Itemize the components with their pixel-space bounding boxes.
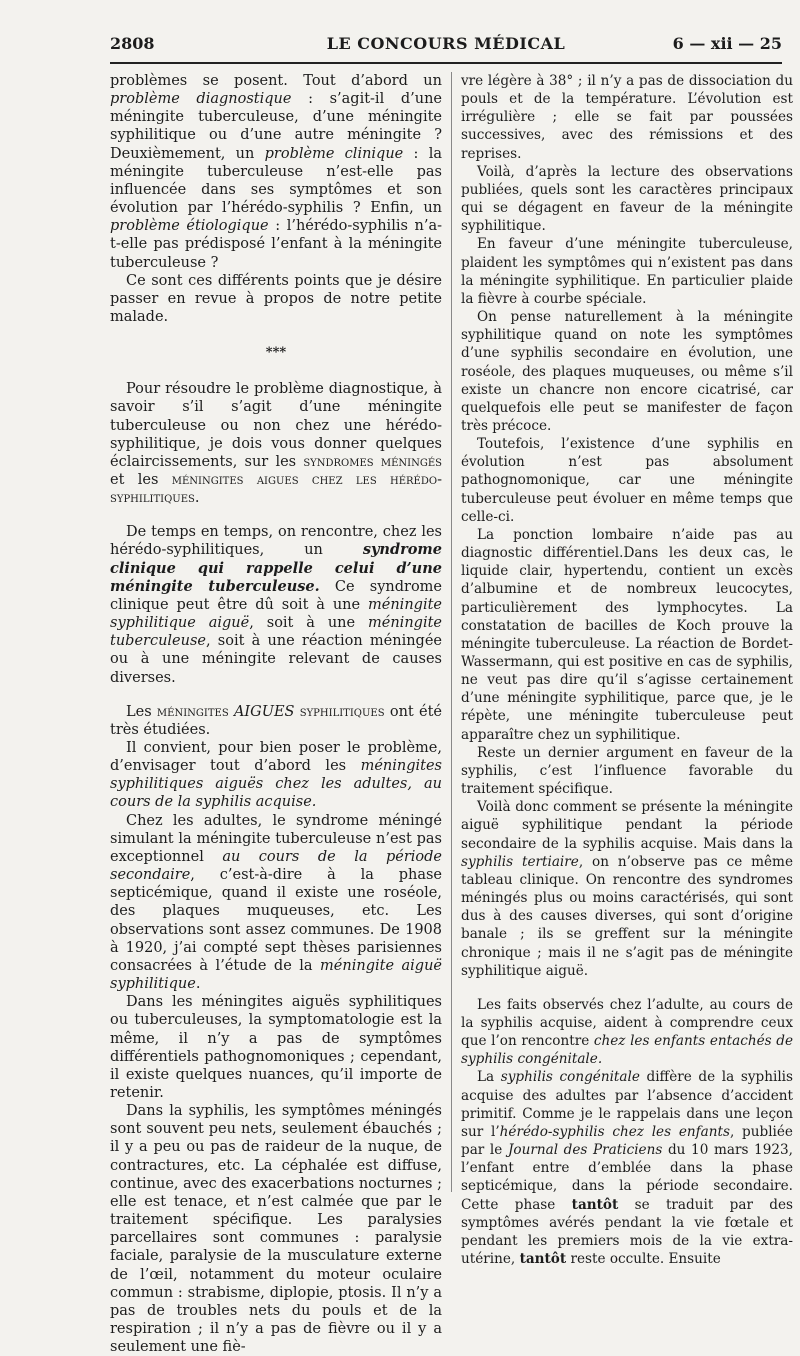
text-run: tantôt (519, 1251, 567, 1267)
text-run: syphilis tertiaire (461, 853, 579, 870)
text-run: La ponction lombaire n’aide pas au diagnostic différentiel.Dans les deux cas, le liquide clair, hypertendu, contient un excès d’albumine et de nombreux leucocytes, particulièrement des lymphocytes. La constatation de bacilles de Koch prouve la méningite tuberculeuse. La réaction de Bordet-Wassermann, qui est positive en cas de syphilis, ne veut pas dire qu’il s’agisse certainement d’une méningite syphilitique, parce que, je le répète, une méningite tuberculeuse peut apparaître chez un syphilitique. (461, 526, 793, 743)
text-run: ont été très étudiées. (110, 703, 442, 738)
paragraph (110, 272, 442, 326)
text-run: Chez les adultes, le syndrome méningé simulant la méningite tuberculeuse n’est pas exceptionnel (110, 812, 442, 865)
text-run: chez les enfants entachés de syphilis congénitale. (461, 1033, 793, 1068)
text-run: Toutefois, l’existence d’une syphilis en évolution n’est pas absolument pathognomonique, car une méningite tuberculeuse peut évoluer en même temps que celle-ci. (461, 436, 793, 525)
right-column (461, 72, 793, 1268)
issue-date: 6 — xii — 25 (672, 34, 782, 53)
paragraph (461, 235, 793, 308)
text-run: reste occulte. Ensuite (566, 1251, 721, 1267)
text-run: problème diagnostique (110, 91, 292, 108)
text-run: et les (110, 471, 172, 488)
text-run: : la méningite tuberculeuse n’est-elle pas influencée dans ses symptômes et son évolution par l’hérédo-syphilis ? Enfin, un (110, 145, 442, 217)
text-run: . (194, 490, 200, 507)
paragraph (461, 72, 793, 163)
paragraph (461, 1068, 793, 1268)
paragraph (461, 798, 793, 980)
text-run: Ce syndrome clinique peut être dû soit à une (110, 578, 443, 613)
text-run: hérédo-syphilis chez les enfants (499, 1123, 730, 1140)
left-column (110, 72, 442, 1356)
text-run: Voilà, d’après la lecture des observations publiées, quels sont les caractères principaux qui se dégagent en faveur de la méningite syphilitique. (461, 163, 793, 235)
paragraph (110, 812, 442, 994)
journal-title: LE CONCOURS MÉDICAL (326, 34, 566, 53)
paragraph (461, 526, 793, 744)
paragraph (461, 744, 793, 798)
paragraph (461, 163, 793, 236)
text-run: Reste un dernier argument en faveur de la syphilis, c’est l’influence favorable du traitement spécifique. (461, 744, 793, 798)
text-run: , on n’observe pas ce même tableau clinique. On rencontre des syndromes méningés plus ou moins caractérisés, qui sont dus à des causes diverses, qui sont d’origine banale ; ils se greffent sur la méningite chronique ; mais il ne s’agit pas de méningite syphilitique aiguë. (461, 853, 793, 979)
column-divider (451, 72, 452, 1192)
paragraph-gap (461, 980, 793, 996)
header-rule (110, 62, 782, 64)
text-run: méningite syphilitique aiguë (110, 596, 442, 632)
text-run: problèmes se posent. Tout d’abord un (110, 73, 442, 89)
text-run: méningite tuberculeuse (110, 615, 442, 650)
paragraph (110, 739, 442, 812)
text-run: Voilà donc comment se présente la méningite aiguë syphilitique pendant la période secondaire de la syphilis acquise. Mais dans la (461, 799, 793, 852)
text-run: On pense naturellement à la méningite syphilitique quand on note les symptômes d’une syphilis secondaire en évolution, une roséole, des plaques muqueuses, ou même s’il existe un chancre non encore cicatrisé, car quelquefois elle peut se manifester de façon très précoce. (461, 309, 793, 434)
text-run: tantôt (571, 1196, 619, 1213)
text-run: du 10 mars 1923, l’enfant entre d’emblée dans la phase septicémique, dans la période secondaire. Cette phase (461, 1142, 793, 1213)
text-run: diffère de la syphilis acquise des adultes par l’absence d’accident primitif. Comme je le rappelais dans une leçon sur l’ (461, 1069, 793, 1140)
text-run: syndrome clinique qui rappelle celui d’une méningite tuberculeuse. (110, 541, 442, 595)
text-run: vre légère à 38° ; il n’y a pas de dissociation du pouls et de la température. L’évolution est irrégulière ; elle se fait par poussées successives, avec des rémissions et des reprises. (461, 73, 793, 162)
text-run: Journal des Praticiens (507, 1142, 663, 1159)
paragraph (110, 523, 442, 686)
text-run: AIGUES (233, 703, 295, 720)
text-run: méningite aiguë syphilitique (110, 957, 442, 993)
text-run: De temps en temps, on rencontre, chez les hérédo-syphilitiques, un (110, 524, 442, 559)
text-run: syphilitiques (299, 703, 385, 720)
text-run: se traduit par des symptômes avérés pendant la vie fœtale et pendant les premiers mois de la vie extra-utérine, (461, 1196, 793, 1267)
text-run: Dans la syphilis, les symptômes méningés sont souvent peu nets, seulement ébauchés ; il y a peu ou pas de raideur de la nuque, de contractures, etc. La céphalée est diffuse, continue, avec des exacerbations nocturnes ; elle est tenace, et n’est calmée que par le traitement spécifique. Les paralysies parcellaires sont communes : paralysie faciale, paralysie de la musculature externe de l’œil, notamment du moteur oculaire commun : strabisme, diplopie, ptosis. Il n’y a pas de troubles nets du pouls et de la respiration ; il n’y a pas de fièvre ou il y a seulement une fiè- (110, 1103, 442, 1356)
text-run: Les (126, 703, 157, 720)
paragraph (461, 435, 793, 526)
text-run: : l’hérédo-syphilis n’a-t-elle pas prédisposé l’enfant à la méningite tuberculeuse ? (110, 218, 442, 271)
text-run: , soit à une (249, 615, 369, 632)
text-run: syndromes méningés (303, 453, 442, 470)
paragraph-gap (110, 507, 442, 523)
text-run: . (195, 976, 201, 993)
text-run: méningites syphilitiques aiguës chez les adultes, au cours de la syphilis acquise. (110, 758, 442, 811)
text-run: , soit à une réaction méningée ou à une méningite relevant de causes diverses. (110, 633, 442, 686)
text-run: , c’est-à-dire à la phase septicémique, quand il existe une roséole, des plaques muqueuses, etc. Les observations sont assez communes. De 1908 à 1920, j’ai compté sept thèses parisiennes consacrées à l’étude de la (110, 867, 442, 974)
text-run: La (477, 1069, 501, 1086)
text-run: Dans les méningites aiguës syphilitiques ou tuberculeuses, la symptomatologie est la même, il n’y a pas de symptômes différentiels pathognomoniques ; cependant, il existe quelques nuances, qu’il importe de retenir. (110, 994, 442, 1101)
paragraph (110, 703, 442, 739)
paragraph (461, 308, 793, 435)
text-run: Ce sont ces différents points que je désire passer en revue à propos de notre petite malade. (110, 272, 442, 326)
running-header (110, 30, 782, 60)
text-run: syphilis congénitale (500, 1069, 640, 1086)
text-run: : s’agit-il d’une méningite tuberculeuse, d’une méningite syphilitique ou d’une autre méningite ? Deuxièmement, un (110, 91, 442, 162)
paragraph (110, 72, 442, 272)
paragraph-gap (110, 687, 442, 703)
paragraph (110, 380, 442, 507)
section-separator-asterism: *** (265, 345, 287, 361)
paragraph (110, 1102, 442, 1356)
text-run: , publiée par le (461, 1123, 793, 1159)
text-run: Les faits observés chez l’adulte, au cours de la syphilis acquise, aident à comprendre ceux que l’on rencontre (461, 996, 793, 1050)
page-number: 2808 (110, 34, 155, 53)
text-run: En faveur d’une méningite tuberculeuse, plaident les symptômes qui n’existent pas dans la méningite syphilitique. En particulier plaide la fièvre à courbe spéciale. (461, 236, 793, 307)
text-run: problème clinique (264, 145, 404, 162)
text-run: méningites (156, 703, 229, 720)
text-run: problème étiologique (110, 218, 269, 235)
text-run: méningites aigues chez les hérédo-syphilitiques (110, 471, 442, 507)
paragraph (461, 996, 793, 1069)
paragraph (110, 993, 442, 1102)
text-run: Pour résoudre le problème diagnostique, à savoir s’il s’agit d’une méningite tuberculeuse ou non chez une hérédo-syphilitique, je dois vous donner quelques éclaircissements, sur les (110, 381, 442, 470)
text-run: au cours de la période secondaire (110, 848, 442, 884)
text-run: Il convient, pour bien poser le problème, d’envisager tout d’abord les (110, 740, 442, 775)
